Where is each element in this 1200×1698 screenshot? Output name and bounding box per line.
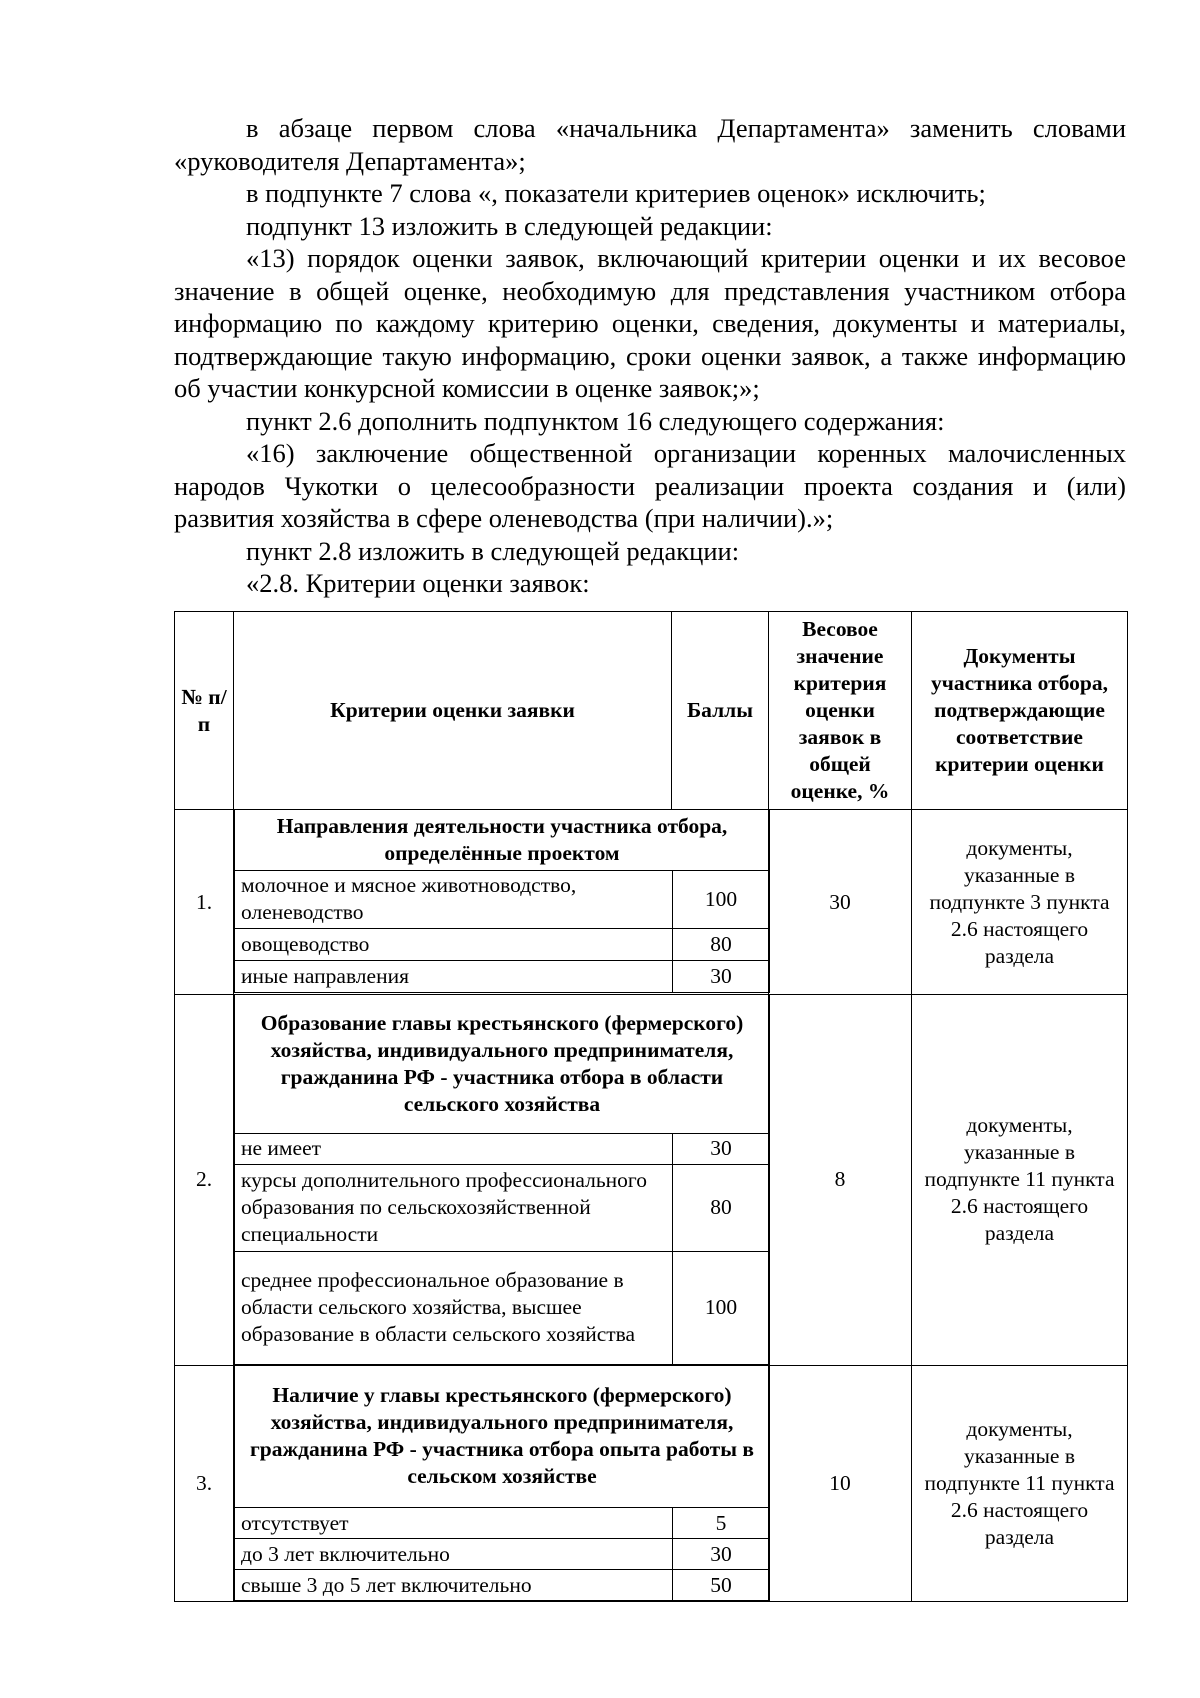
paragraph-8: «2.8. Критерии оценки заявок: xyxy=(246,568,590,598)
group-2-item-1-label: не имеет xyxy=(235,1133,673,1164)
table-row-group-1 xyxy=(175,810,1128,995)
table-row-group-3 xyxy=(175,1365,1128,1602)
group-3-weight: 10 xyxy=(769,1365,912,1602)
group-3-item-3-points: 50 xyxy=(673,1570,770,1601)
group-3-item-1-points: 5 xyxy=(673,1508,770,1539)
paragraph-7: пункт 2.8 изложить в следующей редакции: xyxy=(246,535,740,566)
group-3-title: Наличие у главы крестьянского (фермерского) хозяйства, индивидуального предпринимателя, гражданина РФ - участника отбора опыта работы в сельском хозяйстве xyxy=(235,1366,770,1508)
group-3-num: 3. xyxy=(175,1365,234,1602)
header-criteria: Критерии оценки заявки xyxy=(234,612,672,810)
paragraph-1: в абзаце первом слова «начальника Департамента» заменить словами «руководителя Департамента»; xyxy=(174,113,1126,176)
header-num: № п/п xyxy=(175,612,234,810)
group-2-docs: документы, указанные в подпункте 11 пункта 2.6 настоящего раздела xyxy=(912,995,1128,1366)
header-points: Баллы xyxy=(672,612,769,810)
group-2-item-1-points: 30 xyxy=(673,1133,770,1164)
group-2-item-3-label: среднее профессиональное образование в области сельского хозяйства, высшее образование в области сельского хозяйства xyxy=(235,1251,673,1364)
table-row-group-2 xyxy=(175,995,1128,1366)
group-3-criteria xyxy=(234,1365,769,1602)
header-docs: Документы участника отбора, подтверждающие соответствие критерии оценки xyxy=(912,612,1128,810)
group-1-item-2-points: 80 xyxy=(673,928,770,960)
document-body xyxy=(174,112,1126,600)
group-1-item-3-label: иные направления xyxy=(235,960,673,992)
group-1-item-2-label: овощеводство xyxy=(235,928,673,960)
group-1-title: Направления деятельности участника отбора, определённые проектом xyxy=(235,810,770,870)
group-1-criteria xyxy=(234,810,769,995)
paragraph-2: в подпункте 7 слова «, показатели критериев оценок» исключить; xyxy=(246,178,986,208)
group-2-criteria xyxy=(234,995,769,1366)
group-2-title: Образование главы крестьянского (фермерского) хозяйства, индивидуального предпринимателя, гражданина РФ - участника отбора в области сельского хозяйства xyxy=(235,995,770,1133)
group-1-item-3-points: 30 xyxy=(673,960,770,992)
group-2-weight: 8 xyxy=(769,995,912,1366)
group-3-item-2-label: до 3 лет включительно xyxy=(235,1539,673,1570)
group-2-num: 2. xyxy=(175,995,234,1366)
group-3-item-3-label: свыше 3 до 5 лет включительно xyxy=(235,1570,673,1601)
group-1-docs: документы, указанные в подпункте 3 пункта 2.6 настоящего раздела xyxy=(912,810,1128,995)
group-2-item-3-points: 100 xyxy=(673,1251,770,1364)
paragraph-3: подпункт 13 изложить в следующей редакции: xyxy=(246,210,773,241)
group-2-item-2-points: 80 xyxy=(673,1164,770,1251)
paragraph-4: «13) порядок оценки заявок, включающий критерии оценки и их весовое значение в общей оценке, необходимую для представления участником отбора информацию по каждому критерию оценки, сведения, документы и материалы, подтверждающие такую информацию, сроки оценки заявок, а также информацию об участии конкурсной комиссии в оценке заявок;»; xyxy=(174,243,1126,403)
table-header-row xyxy=(175,612,1128,810)
group-3-item-1-label: отсутствует xyxy=(235,1508,673,1539)
criteria-table xyxy=(174,611,1128,1602)
group-2-item-2-label: курсы дополнительного профессионального образования по сельскохозяйственной специальности xyxy=(235,1164,673,1251)
paragraph-6: «16) заключение общественной организации коренных малочисленных народов Чукотки о целесообразности реализации проекта создания и (или) развития хозяйства в сфере оленеводства (при наличии).»; xyxy=(174,438,1126,533)
group-3-item-2-points: 30 xyxy=(673,1539,770,1570)
group-1-weight: 30 xyxy=(769,810,912,995)
header-weight: Весовое значение критерия оценки заявок в общей оценке, % xyxy=(769,612,912,810)
group-1-item-1-points: 100 xyxy=(673,870,770,928)
group-1-num: 1. xyxy=(175,810,234,995)
group-1-item-1-label: молочное и мясное животноводство, оленеводство xyxy=(235,870,673,928)
group-3-docs: документы, указанные в подпункте 11 пункта 2.6 настоящего раздела xyxy=(912,1365,1128,1602)
paragraph-5: пункт 2.6 дополнить подпунктом 16 следующего содержания: xyxy=(246,405,945,436)
